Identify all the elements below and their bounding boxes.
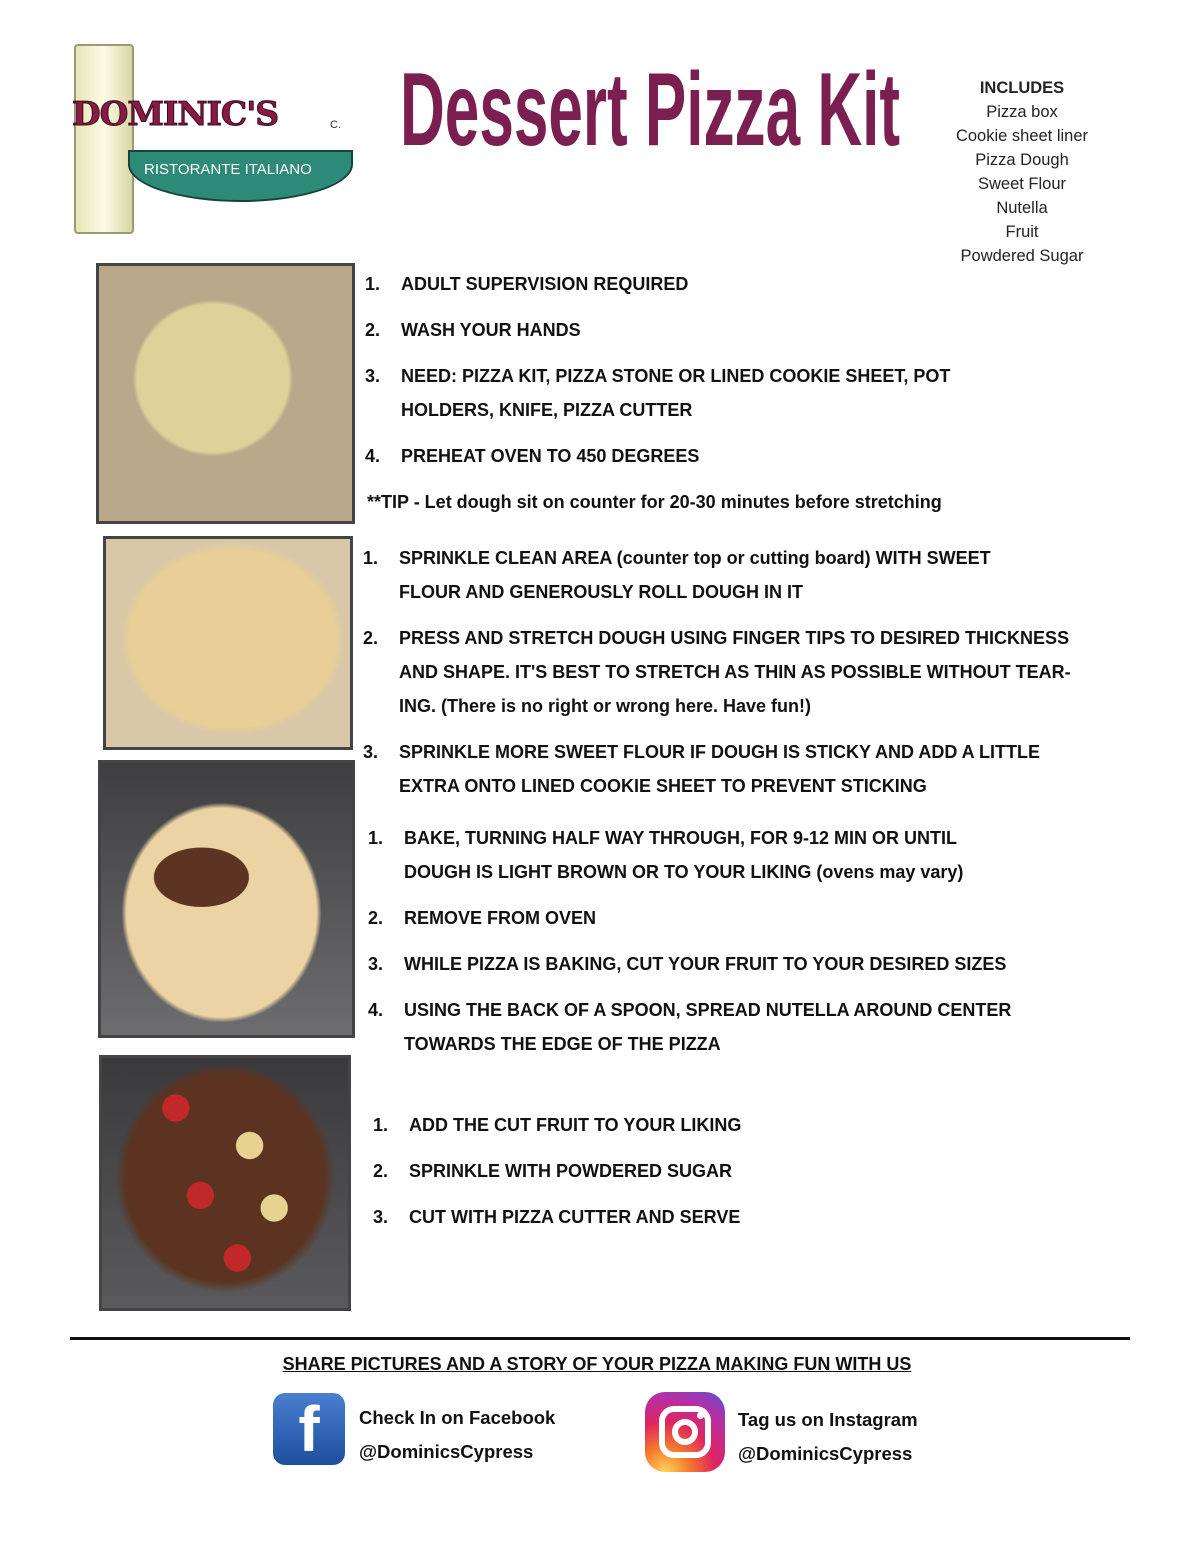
includes-item: Powdered Sugar — [960, 247, 1084, 265]
logo-mark: C. — [330, 119, 341, 131]
stretched-dough-photo — [103, 536, 353, 750]
includes-item: Cookie sheet liner — [955, 127, 1089, 145]
includes-item: Pizza box — [986, 103, 1058, 121]
step-item — [373, 1108, 741, 1142]
step-text: WASH YOUR HANDS — [401, 320, 581, 340]
step-text: NEED: PIZZA KIT, PIZZA STONE OR LINED COOKIE SHEET, POT — [401, 366, 951, 386]
includes-item: Sweet Flour — [977, 175, 1067, 193]
step-text: TOWARDS THE EDGE OF THE PIZZA — [404, 1034, 721, 1054]
step-number: 3. — [363, 742, 379, 762]
step-item — [365, 267, 688, 301]
step-item — [365, 359, 950, 427]
includes-item: Nutella — [996, 199, 1048, 217]
step-text: AND SHAPE. IT'S BEST TO STRETCH AS THIN AS POSSIBLE WITHOUT TEAR- — [399, 662, 1071, 682]
dough-ball-photo — [96, 263, 355, 524]
facebook-icon[interactable]: f — [273, 1393, 345, 1465]
step-text: CUT WITH PIZZA CUTTER AND SERVE — [409, 1207, 741, 1227]
step-text: FLOUR AND GENEROUSLY ROLL DOUGH IN IT — [399, 582, 804, 602]
step-number: 1. — [368, 828, 384, 848]
step-number: 1. — [373, 1115, 389, 1135]
step-text: ADD THE CUT FRUIT TO YOUR LIKING — [409, 1115, 742, 1135]
divider — [70, 1337, 1130, 1340]
step-text: EXTRA ONTO LINED COOKIE SHEET TO PREVENT STICKING — [399, 776, 927, 796]
step-text: ING. (There is no right or wrong here. Have fun!) — [399, 696, 812, 716]
share-heading: SHARE PICTURES AND A STORY OF YOUR PIZZA MAKING FUN WITH US — [282, 1354, 912, 1374]
step-item — [373, 1200, 740, 1234]
step-item — [363, 541, 991, 609]
step-item — [363, 621, 1071, 723]
dominics-logo — [68, 44, 358, 239]
step-text: PRESS AND STRETCH DOUGH USING FINGER TIPS TO DESIRED THICKNESS — [399, 628, 1070, 648]
step-item — [368, 993, 1011, 1061]
includes-item: Fruit — [1005, 223, 1039, 241]
step-number: 4. — [368, 1000, 384, 1020]
step-text: REMOVE FROM OVEN — [404, 908, 597, 928]
step-text: SPRINKLE MORE SWEET FLOUR IF DOUGH IS STICKY AND ADD A LITTLE — [399, 742, 1041, 762]
column-graphic — [74, 44, 134, 234]
page-title: Dessert Pizza Kit — [400, 52, 901, 168]
step-item — [363, 735, 1040, 803]
step-number: 3. — [373, 1207, 389, 1227]
step-text: SPRINKLE CLEAN AREA (counter top or cutting board) WITH SWEET — [399, 548, 991, 568]
facebook-checkin-label: Check In on Facebook — [359, 1407, 556, 1428]
logo-name: DOMINIC'S — [72, 94, 279, 133]
step-text: PREHEAT OVEN TO 450 DEGREES — [401, 446, 700, 466]
step-text: BAKE, TURNING HALF WAY THROUGH, FOR 9-12 MIN OR UNTIL — [404, 828, 958, 848]
step-item — [373, 1154, 732, 1188]
includes-heading: INCLUDES — [979, 79, 1065, 97]
step-number: 1. — [365, 274, 381, 294]
instagram-handle[interactable]: @DominicsCypress — [738, 1443, 913, 1464]
step-number: 2. — [363, 628, 379, 648]
step-number: 3. — [365, 366, 381, 386]
step-text: DOUGH IS LIGHT BROWN OR TO YOUR LIKING (ovens may vary) — [404, 862, 964, 882]
instagram-icon[interactable] — [645, 1392, 725, 1472]
step-item — [368, 947, 1006, 981]
step-number: 2. — [373, 1161, 389, 1181]
facebook-handle[interactable]: @DominicsCypress — [359, 1441, 534, 1462]
step-number: 4. — [365, 446, 381, 466]
step-item — [365, 439, 699, 473]
logo-ribbon: RISTORANTE ITALIANO — [128, 150, 353, 202]
step-text: WHILE PIZZA IS BAKING, CUT YOUR FRUIT TO YOUR DESIRED SIZES — [404, 954, 1007, 974]
facebook-info — [359, 1401, 555, 1469]
instagram-info — [738, 1403, 918, 1471]
step-text: SPRINKLE WITH POWDERED SUGAR — [409, 1161, 733, 1181]
step-number: 2. — [368, 908, 384, 928]
nutella-spreading-photo — [98, 760, 355, 1038]
step-text: USING THE BACK OF A SPOON, SPREAD NUTELLA AROUND CENTER — [404, 1000, 1012, 1020]
step-item — [368, 901, 596, 935]
step-text: ADULT SUPERVISION REQUIRED — [401, 274, 689, 294]
tip-text: **TIP - Let dough sit on counter for 20-30 minutes before stretching — [367, 492, 942, 512]
step-item — [365, 313, 581, 347]
step-item — [368, 821, 963, 889]
step-number: 1. — [363, 548, 379, 568]
step-number: 2. — [365, 320, 381, 340]
step-number: 3. — [368, 954, 384, 974]
instagram-tag-label: Tag us on Instagram — [738, 1409, 918, 1430]
step-text: HOLDERS, KNIFE, PIZZA CUTTER — [401, 400, 693, 420]
finished-pizza-photo — [99, 1055, 351, 1311]
includes-list — [940, 76, 1104, 268]
includes-item: Pizza Dough — [975, 151, 1069, 169]
